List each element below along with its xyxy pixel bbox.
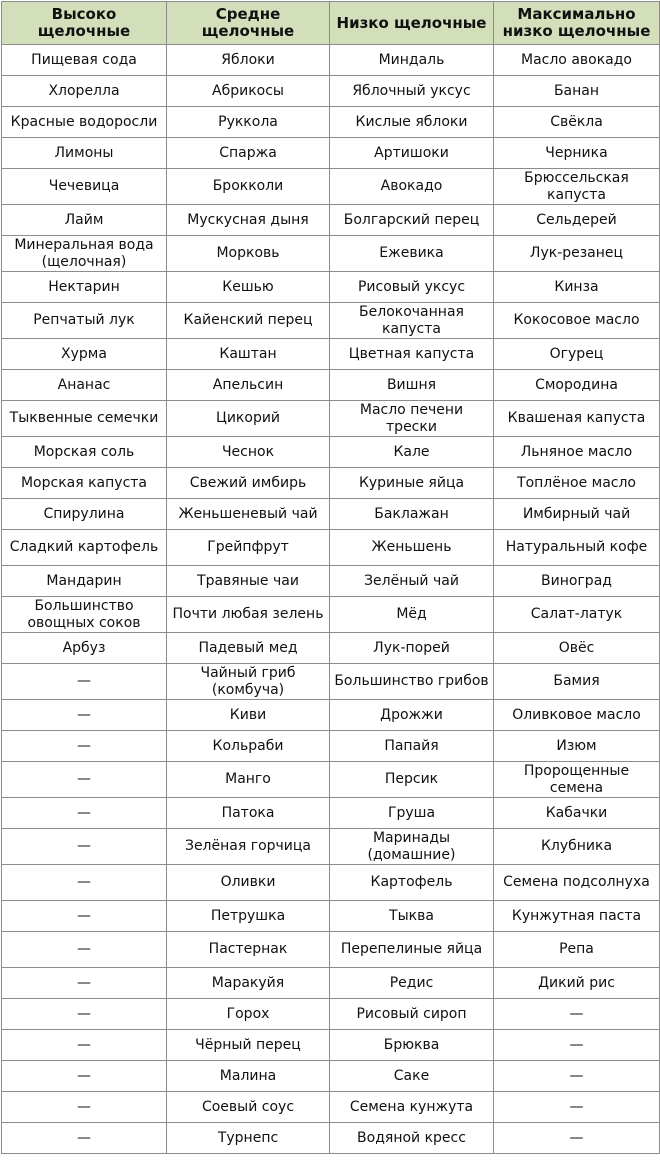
table-row (2, 901, 660, 932)
medium-alkaline-cell: Чайный гриб (комбуча) (167, 664, 330, 700)
low-alkaline-cell: Брюква (330, 1030, 494, 1061)
high-alkaline-cell: Пищевая сода (2, 45, 167, 76)
medium-alkaline-cell: Свежий имбирь (167, 468, 330, 499)
header-medium-alkaline: Средне щелочные (167, 2, 330, 45)
high-alkaline-cell: Хурма (2, 339, 167, 370)
medium-alkaline-cell: Абрикосы (167, 76, 330, 107)
table-row (2, 107, 660, 138)
table-row (2, 169, 660, 205)
low-alkaline-cell: Авокадо (330, 169, 494, 205)
lowest-alkaline-cell: Натуральный кофе (494, 530, 660, 566)
table-row (2, 138, 660, 169)
low-alkaline-cell: Редис (330, 968, 494, 999)
lowest-alkaline-cell: — (494, 1092, 660, 1123)
medium-alkaline-cell: Патока (167, 798, 330, 829)
low-alkaline-cell: Дрожжи (330, 700, 494, 731)
medium-alkaline-cell: Женьшеневый чай (167, 499, 330, 530)
high-alkaline-cell: Минеральная вода (щелочная) (2, 236, 167, 272)
medium-alkaline-cell: Цикорий (167, 401, 330, 437)
low-alkaline-cell: Водяной кресс (330, 1123, 494, 1154)
medium-alkaline-cell: Кайенский перец (167, 303, 330, 339)
low-alkaline-cell: Женьшень (330, 530, 494, 566)
table-row (2, 597, 660, 633)
table-row (2, 798, 660, 829)
high-alkaline-cell: — (2, 1030, 167, 1061)
medium-alkaline-cell: Соевый соус (167, 1092, 330, 1123)
high-alkaline-cell: Мандарин (2, 566, 167, 597)
medium-alkaline-cell: Почти любая зелень (167, 597, 330, 633)
high-alkaline-cell: Тыквенные семечки (2, 401, 167, 437)
lowest-alkaline-cell: Кабачки (494, 798, 660, 829)
medium-alkaline-cell: Апельсин (167, 370, 330, 401)
high-alkaline-cell: — (2, 1092, 167, 1123)
high-alkaline-cell: — (2, 901, 167, 932)
lowest-alkaline-cell: Льняное масло (494, 437, 660, 468)
medium-alkaline-cell: Грейпфрут (167, 530, 330, 566)
low-alkaline-cell: Груша (330, 798, 494, 829)
medium-alkaline-cell: Каштан (167, 339, 330, 370)
lowest-alkaline-cell: Оливковое масло (494, 700, 660, 731)
low-alkaline-cell: Кислые яблоки (330, 107, 494, 138)
table-row (2, 731, 660, 762)
medium-alkaline-cell: Чёрный перец (167, 1030, 330, 1061)
table-row (2, 566, 660, 597)
high-alkaline-cell: — (2, 762, 167, 798)
lowest-alkaline-cell: — (494, 1123, 660, 1154)
table-row (2, 829, 660, 865)
lowest-alkaline-cell: Смородина (494, 370, 660, 401)
high-alkaline-cell: Большинство овощных соков (2, 597, 167, 633)
low-alkaline-cell: Лук-порей (330, 633, 494, 664)
medium-alkaline-cell: Маракуйя (167, 968, 330, 999)
lowest-alkaline-cell: Брюссельская капуста (494, 169, 660, 205)
table-row (2, 272, 660, 303)
medium-alkaline-cell: Зелёная горчица (167, 829, 330, 865)
low-alkaline-cell: Миндаль (330, 45, 494, 76)
table-row (2, 700, 660, 731)
low-alkaline-cell: Картофель (330, 865, 494, 901)
lowest-alkaline-cell: Черника (494, 138, 660, 169)
low-alkaline-cell: Белокочанная капуста (330, 303, 494, 339)
high-alkaline-cell: Сладкий картофель (2, 530, 167, 566)
table-row (2, 236, 660, 272)
header-low-alkaline: Низко щелочные (330, 2, 494, 45)
high-alkaline-cell: — (2, 798, 167, 829)
table-row (2, 205, 660, 236)
table-row (2, 499, 660, 530)
lowest-alkaline-cell: Лук-резанец (494, 236, 660, 272)
medium-alkaline-cell: Падевый мед (167, 633, 330, 664)
low-alkaline-cell: Перепелиные яйца (330, 932, 494, 968)
low-alkaline-cell: Кале (330, 437, 494, 468)
lowest-alkaline-cell: Клубника (494, 829, 660, 865)
medium-alkaline-cell: Малина (167, 1061, 330, 1092)
alkaline-foods-table (1, 1, 660, 1154)
lowest-alkaline-cell: Дикий рис (494, 968, 660, 999)
lowest-alkaline-cell: Масло авокадо (494, 45, 660, 76)
high-alkaline-cell: Красные водоросли (2, 107, 167, 138)
lowest-alkaline-cell: Имбирный чай (494, 499, 660, 530)
medium-alkaline-cell: Турнепс (167, 1123, 330, 1154)
low-alkaline-cell: Зелёный чай (330, 566, 494, 597)
table-row (2, 437, 660, 468)
medium-alkaline-cell: Спаржа (167, 138, 330, 169)
table-row (2, 664, 660, 700)
low-alkaline-cell: Семена кунжута (330, 1092, 494, 1123)
high-alkaline-cell: — (2, 865, 167, 901)
medium-alkaline-cell: Кольраби (167, 731, 330, 762)
medium-alkaline-cell: Оливки (167, 865, 330, 901)
table-header (2, 2, 660, 45)
table-row (2, 1061, 660, 1092)
lowest-alkaline-cell: Огурец (494, 339, 660, 370)
high-alkaline-cell: Морская капуста (2, 468, 167, 499)
high-alkaline-cell: — (2, 700, 167, 731)
low-alkaline-cell: Болгарский перец (330, 205, 494, 236)
high-alkaline-cell: Спирулина (2, 499, 167, 530)
table-body (2, 45, 660, 1154)
lowest-alkaline-cell: Сельдерей (494, 205, 660, 236)
low-alkaline-cell: Папайя (330, 731, 494, 762)
high-alkaline-cell: — (2, 829, 167, 865)
medium-alkaline-cell: Петрушка (167, 901, 330, 932)
table-row (2, 1030, 660, 1061)
low-alkaline-cell: Мёд (330, 597, 494, 633)
table-row (2, 762, 660, 798)
table-row (2, 303, 660, 339)
lowest-alkaline-cell: Свёкла (494, 107, 660, 138)
high-alkaline-cell: Чечевица (2, 169, 167, 205)
high-alkaline-cell: — (2, 1123, 167, 1154)
table-row (2, 1092, 660, 1123)
table-row (2, 968, 660, 999)
low-alkaline-cell: Яблочный уксус (330, 76, 494, 107)
medium-alkaline-cell: Мускусная дыня (167, 205, 330, 236)
high-alkaline-cell: Хлорелла (2, 76, 167, 107)
high-alkaline-cell: Лимоны (2, 138, 167, 169)
header-row (2, 2, 660, 45)
lowest-alkaline-cell: Кунжутная паста (494, 901, 660, 932)
medium-alkaline-cell: Яблоки (167, 45, 330, 76)
table-row (2, 370, 660, 401)
header-high-alkaline: Высоко щелочные (2, 2, 167, 45)
header-lowest-alkaline: Максимально низко щелочные (494, 2, 660, 45)
low-alkaline-cell: Масло печени трески (330, 401, 494, 437)
lowest-alkaline-cell: — (494, 1061, 660, 1092)
table-row (2, 468, 660, 499)
table-row (2, 401, 660, 437)
lowest-alkaline-cell: Виноград (494, 566, 660, 597)
table-row (2, 76, 660, 107)
low-alkaline-cell: Рисовый уксус (330, 272, 494, 303)
high-alkaline-cell: Морская соль (2, 437, 167, 468)
medium-alkaline-cell: Морковь (167, 236, 330, 272)
lowest-alkaline-cell: — (494, 999, 660, 1030)
low-alkaline-cell: Баклажан (330, 499, 494, 530)
high-alkaline-cell: Нектарин (2, 272, 167, 303)
lowest-alkaline-cell: Семена подсолнуха (494, 865, 660, 901)
low-alkaline-cell: Куриные яйца (330, 468, 494, 499)
high-alkaline-cell: Ананас (2, 370, 167, 401)
low-alkaline-cell: Рисовый сироп (330, 999, 494, 1030)
low-alkaline-cell: Вишня (330, 370, 494, 401)
high-alkaline-cell: Лайм (2, 205, 167, 236)
table-row (2, 865, 660, 901)
high-alkaline-cell: — (2, 968, 167, 999)
lowest-alkaline-cell: Топлёное масло (494, 468, 660, 499)
lowest-alkaline-cell: Кинза (494, 272, 660, 303)
lowest-alkaline-cell: Репа (494, 932, 660, 968)
medium-alkaline-cell: Киви (167, 700, 330, 731)
table-row (2, 999, 660, 1030)
low-alkaline-cell: Персик (330, 762, 494, 798)
medium-alkaline-cell: Пастернак (167, 932, 330, 968)
high-alkaline-cell: — (2, 932, 167, 968)
low-alkaline-cell: Артишоки (330, 138, 494, 169)
low-alkaline-cell: Большинство грибов (330, 664, 494, 700)
lowest-alkaline-cell: Банан (494, 76, 660, 107)
low-alkaline-cell: Ежевика (330, 236, 494, 272)
medium-alkaline-cell: Руккола (167, 107, 330, 138)
lowest-alkaline-cell: Салат-латук (494, 597, 660, 633)
table-row (2, 1123, 660, 1154)
lowest-alkaline-cell: Бамия (494, 664, 660, 700)
lowest-alkaline-cell: Овёс (494, 633, 660, 664)
low-alkaline-cell: Саке (330, 1061, 494, 1092)
medium-alkaline-cell: Кешью (167, 272, 330, 303)
lowest-alkaline-cell: Квашеная капуста (494, 401, 660, 437)
high-alkaline-cell: — (2, 999, 167, 1030)
medium-alkaline-cell: Горох (167, 999, 330, 1030)
lowest-alkaline-cell: — (494, 1030, 660, 1061)
medium-alkaline-cell: Брокколи (167, 169, 330, 205)
high-alkaline-cell: Арбуз (2, 633, 167, 664)
high-alkaline-cell: — (2, 731, 167, 762)
lowest-alkaline-cell: Изюм (494, 731, 660, 762)
low-alkaline-cell: Тыква (330, 901, 494, 932)
table-row (2, 633, 660, 664)
table-row (2, 530, 660, 566)
low-alkaline-cell: Цветная капуста (330, 339, 494, 370)
lowest-alkaline-cell: Кокосовое масло (494, 303, 660, 339)
medium-alkaline-cell: Манго (167, 762, 330, 798)
high-alkaline-cell: — (2, 664, 167, 700)
table-row (2, 45, 660, 76)
medium-alkaline-cell: Чеснок (167, 437, 330, 468)
table-row (2, 339, 660, 370)
table-row (2, 932, 660, 968)
medium-alkaline-cell: Травяные чаи (167, 566, 330, 597)
lowest-alkaline-cell: Пророщенные семена (494, 762, 660, 798)
high-alkaline-cell: — (2, 1061, 167, 1092)
high-alkaline-cell: Репчатый лук (2, 303, 167, 339)
low-alkaline-cell: Маринады (домашние) (330, 829, 494, 865)
